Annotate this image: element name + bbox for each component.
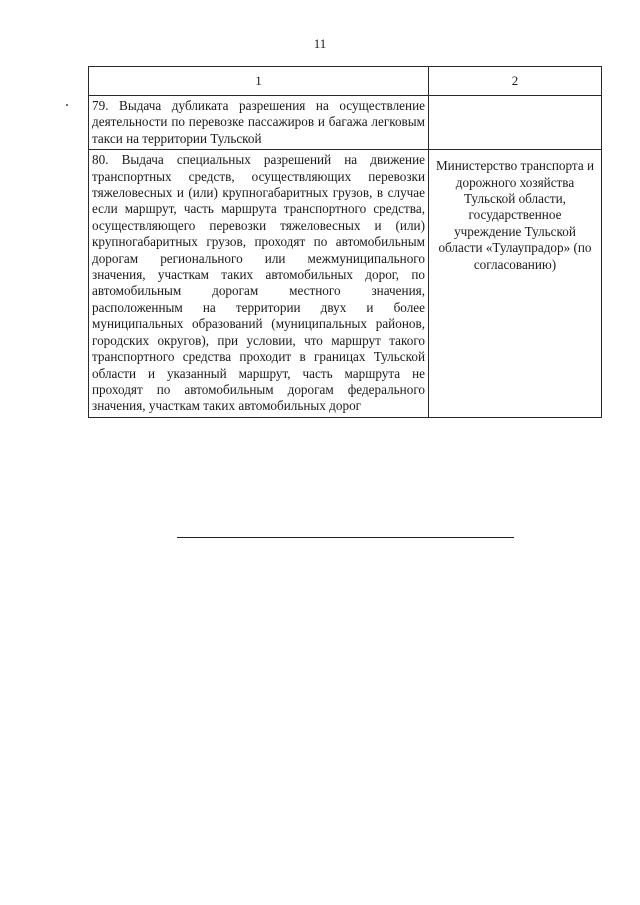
service-text: 79. Выдача дубликата разрешения на осуществление деятельности по перевозке пассажиров и багажа легковым такси на территории Тульской [92,98,425,146]
authority-text [429,96,601,106]
page-number: 11 [313,36,327,51]
column-header-1: 1 [89,67,429,96]
column-header-2: 2 [429,67,602,96]
scan-speck [66,104,68,106]
table-header-row [89,67,602,96]
service-cell [89,96,429,150]
table-row [89,96,602,150]
services-table [88,66,602,418]
service-cell [89,150,429,418]
authority-cell [429,150,602,418]
service-text: 80. Выдача специальных разрешений на движение транспортных средств, осуществляющих перевозки тяжеловесных и (или) крупногабаритных грузов, в случае если маршрут, часть маршрута транспортного средства, осуществляющего перевозки тяжеловесных и (или) крупногабаритных грузов, проходят по автомобильным дорогам регионального или межмуниципального значения, участкам таких автомобильных дорог, по автомобильным дорогам местного значения, расположенным на территории двух и более муниципальных образований (муниципальных районов, городских округов), при условии, что маршрут такого транспортного средства проходит в границах Тульской области и указанный маршрут, часть маршрута не проходят по автомобильным дорогам федерального значения, участкам таких автомобильных дорог [92,152,425,414]
authority-text: Министерство транспорта и дорожного хозяйства Тульской области, государственное учреждение Тульской области «Тулаупрадор» (по согласованию) [435,158,595,272]
end-of-document-rule [177,537,514,538]
authority-cell [429,96,602,150]
table-row [89,150,602,418]
